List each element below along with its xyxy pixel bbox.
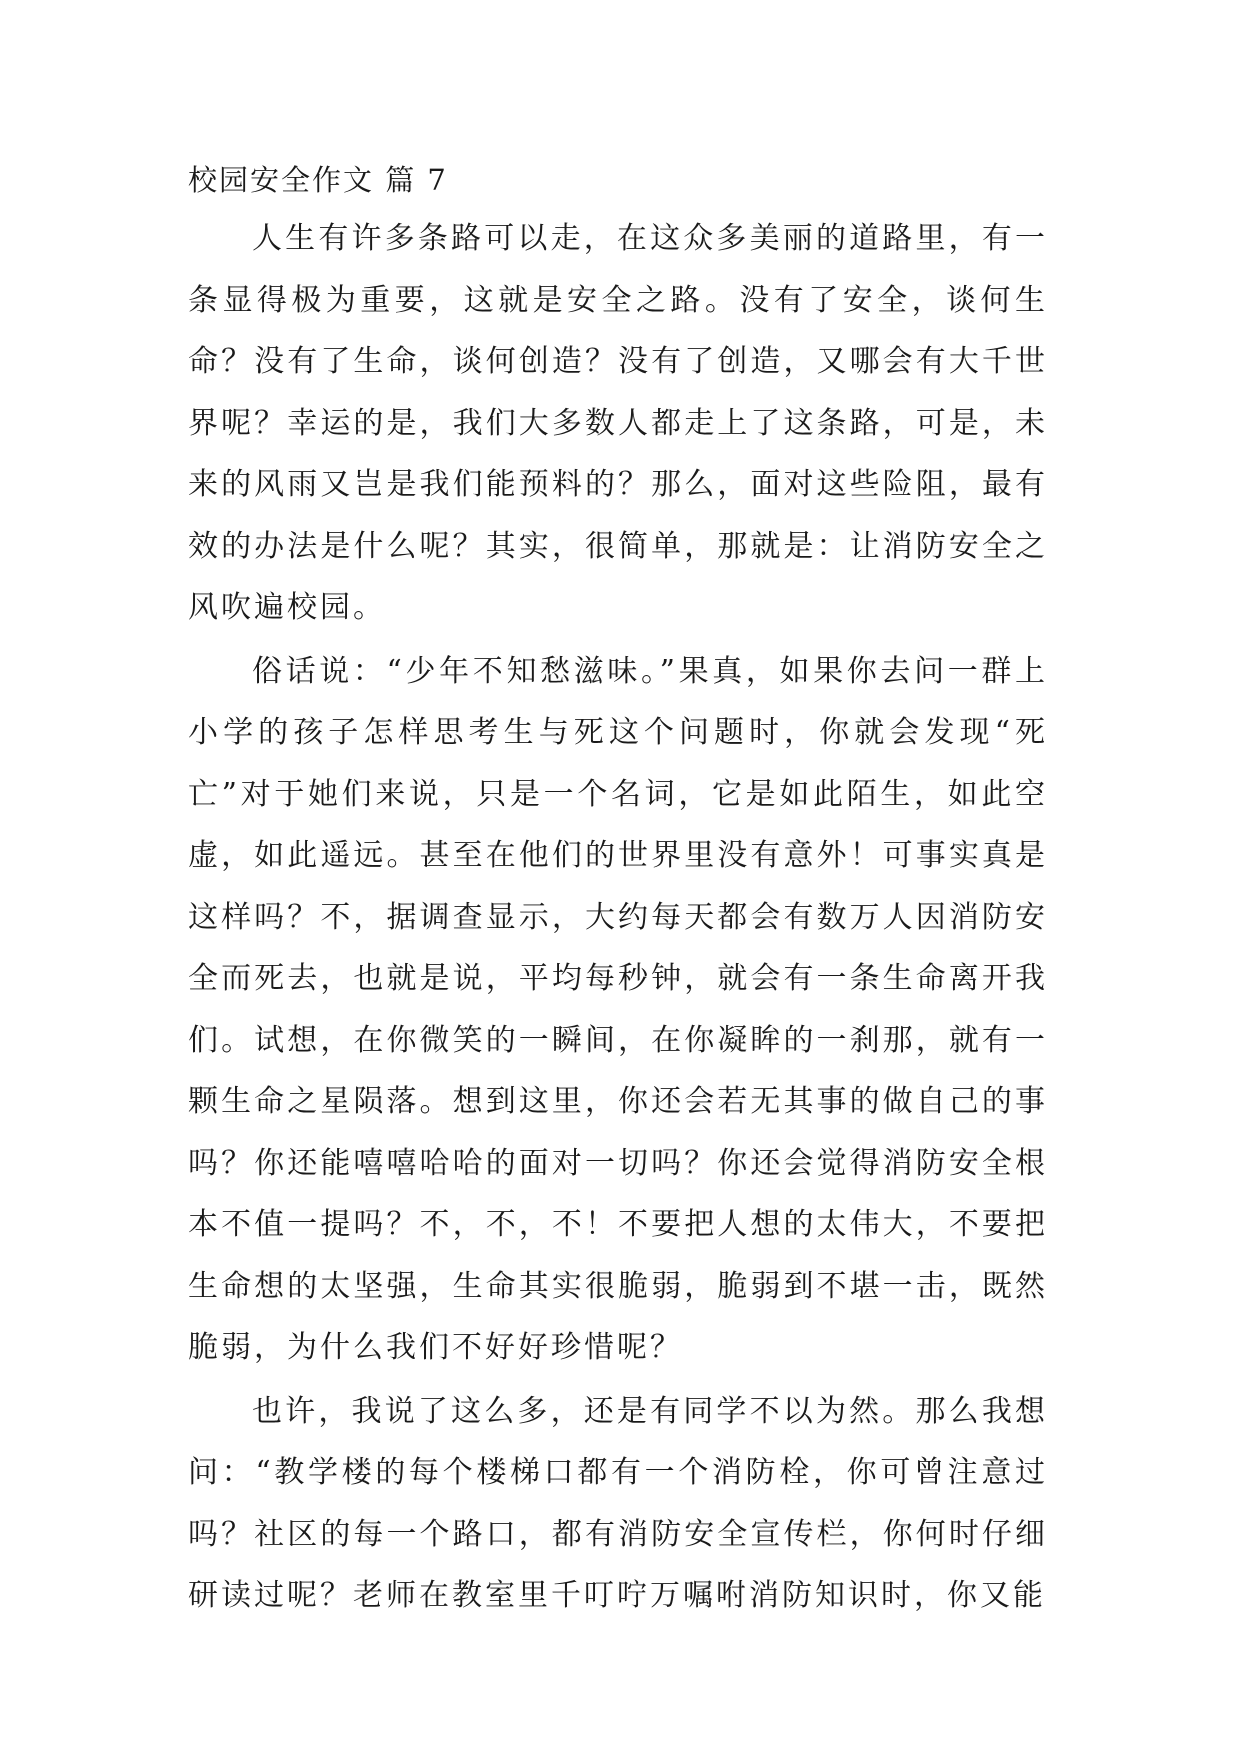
document-page: [188, 160, 1048, 1627]
document-title: 校园安全作文 篇 7: [188, 163, 448, 197]
paragraph-3: 也许，我说了这么多，还是有同学不以为然。那么我想问：“教学楼的每个楼梯口都有一个消防栓，你可曾注意过吗？社区的每一个路口，都有消防安全宣传栏，你何时仔细研读过呢？老师在教室里千叮咛万嘱咐消防知识时，你又能: [188, 1393, 1048, 1613]
paragraph-2: 俗话说：“少年不知愁滋味。”果真，如果你去问一群上小学的孩子怎样思考生与死这个问题时，你就会发现“死亡”对于她们来说，只是一个名词，它是如此陌生，如此空虚，如此遥远。甚至在他们的世界里没有意外！可事实真是这样吗？不，据调查显示，大约每天都会有数万人因消防安全而死去，也就是说，平均每秒钟，就会有一条生命离开我们。试想，在你微笑的一瞬间，在你凝眸的一刹那，就有一颗生命之星陨落。想到这里，你还会若无其事的做自己的事吗？你还能嘻嘻哈哈的面对一切吗？你还会觉得消防安全根本不值一提吗？不，不，不！不要把人想的太伟大，不要把生命想的太坚强，生命其实很脆弱，脆弱到不堪一击，既然脆弱，为什么我们不好好珍惜呢？: [188, 653, 1048, 1365]
paragraph-1: 人生有许多条路可以走，在这众多美丽的道路里，有一条显得极为重要，这就是安全之路。没有了安全，谈何生命？没有了生命，谈何创造？没有了创造，又哪会有大千世界呢？幸运的是，我们大多数人都走上了这条路，可是，未来的风雨又岂是我们能预料的？那么，面对这些险阻，最有效的办法是什么呢？其实，很简单，那就是：让消防安全之风吹遍校园。: [188, 221, 1048, 625]
